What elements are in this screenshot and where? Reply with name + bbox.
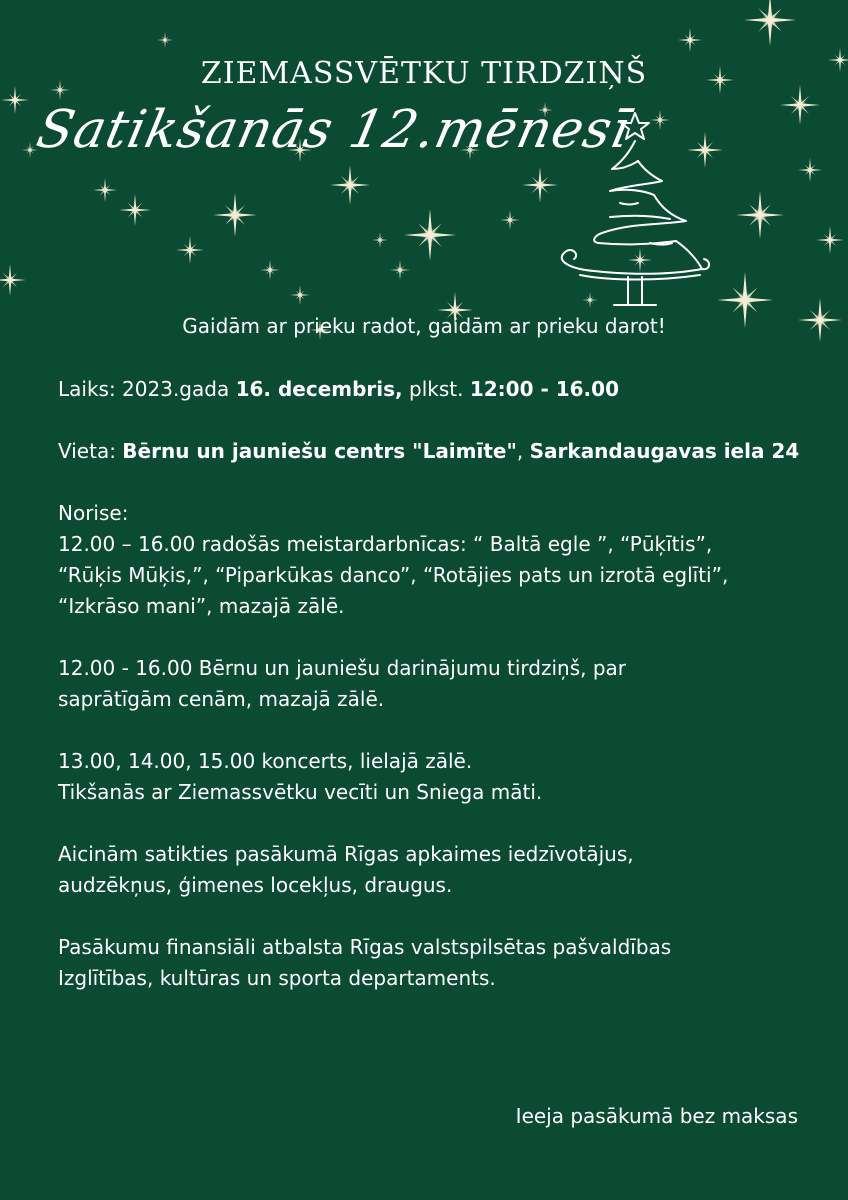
sparkle-icon [176, 236, 204, 264]
event-details [58, 374, 808, 1025]
sparkle-icon [290, 285, 310, 305]
sparkle-icon [0, 264, 26, 296]
event-place [58, 436, 808, 467]
market-line: 12.00 - 16.00 Bērnu un jauniešu darinājumu tirdziņš, par [58, 656, 627, 680]
sparkle-icon [736, 191, 784, 239]
sparkle-icon [213, 193, 257, 237]
program-concert [58, 746, 808, 808]
workshops-line: “Izkrāso mani”, mazajā zālē. [58, 594, 345, 618]
event-time [58, 374, 808, 405]
sparkle-icon [157, 32, 173, 48]
program-market [58, 653, 808, 715]
sparkle-icon [404, 209, 456, 261]
venue-name: Bērnu un jauniešu centrs "Laimīte" [122, 439, 517, 463]
concert-line: 13.00, 14.00, 15.00 koncerts, lielajā zālē. [58, 749, 473, 773]
sparkle-icon [93, 178, 117, 202]
sparkle-icon [744, 0, 796, 46]
sparkle-icon [330, 165, 370, 205]
workshops-line: 12.00 – 16.00 radošās meistardarbnīcas: “ Baltā egle ”, “Pūķītis”, [58, 532, 713, 556]
sparkle-icon [260, 260, 280, 280]
place-sep: , [516, 439, 530, 463]
workshops-line: “Rūķis Mūķis,”, “Piparkūkas danco”, “Rotājies pats un izrotā eglīti”, [58, 563, 729, 587]
time-label: Laiks: 2023.gada [58, 377, 236, 401]
program-workshops [58, 498, 808, 622]
place-label: Vieta: [58, 439, 123, 463]
event-hours: 12:00 - 16.00 [469, 377, 619, 401]
sparkle-icon [372, 232, 388, 248]
funding-line: Pasākumu finansiāli atbalsta Rīgas valstspilsētas pašvaldības [58, 935, 672, 959]
funding-note [58, 932, 808, 994]
concert-line: Tikšanās ar Ziemassvētku vecīti un Sniega māti. [58, 780, 543, 804]
sparkle-icon [678, 28, 702, 52]
page-title: ZIEMASSVĒTKU TIRDZIŅŠ [200, 56, 648, 91]
invitation [58, 839, 808, 901]
funding-line: Izglītības, kultūras un sporta departaments. [58, 966, 496, 990]
invite-line: audzēkņus, ģimenes locekļus, draugus. [58, 873, 453, 897]
market-line: saprātīgām cenām, mazajā zālē. [58, 687, 385, 711]
program-heading: Norise: [58, 501, 129, 525]
venue-address: Sarkandaugavas iela 24 [529, 439, 800, 463]
sparkle-icon [798, 158, 822, 182]
sparkle-icon [119, 194, 151, 226]
tagline: Gaidām ar prieku radot, gaidām ar prieku darot! [182, 314, 666, 338]
sparkle-icon [500, 210, 520, 230]
sparkle-icon [780, 85, 820, 125]
sparkle-icon [816, 226, 844, 254]
christmas-tree-icon [550, 105, 720, 315]
invite-line: Aicinām satikties pasākumā Rīgas apkaimes iedzīvotājus, [58, 842, 634, 866]
sparkle-icon [390, 260, 410, 280]
free-entry-note: Ieeja pasākumā bez maksas [515, 1104, 798, 1128]
script-subtitle: Satikšanās 12.mēnesī [31, 100, 636, 160]
time-mid: plkst. [402, 377, 470, 401]
event-date: 16. decembris, [235, 377, 403, 401]
